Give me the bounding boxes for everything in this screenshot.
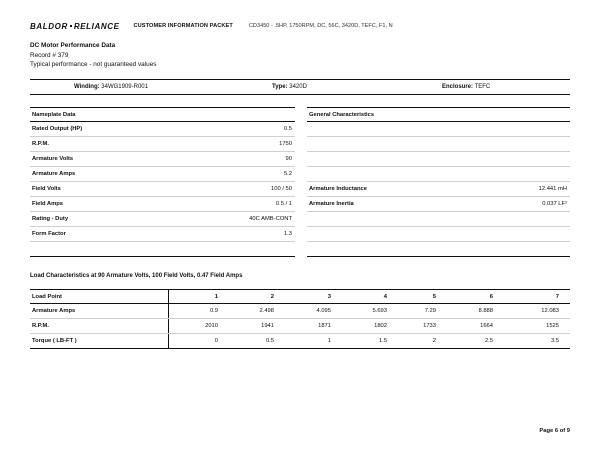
table-row — [30, 212, 295, 227]
header-cell: 5 — [432, 294, 436, 300]
load-header-row — [30, 289, 570, 304]
title-block — [30, 41, 156, 70]
general-heading-row — [307, 107, 570, 122]
table-row — [30, 304, 570, 319]
winding-field: Winding: 34WG1909-R001 — [74, 84, 148, 90]
table-row — [307, 197, 570, 212]
cell-value: 0 — [214, 338, 218, 344]
table-row — [30, 319, 570, 334]
table-row — [30, 137, 295, 152]
packet-title: CUSTOMER INFORMATION PACKET — [133, 23, 233, 29]
winding-bar — [30, 79, 570, 95]
cell-value: 1733 — [423, 323, 436, 329]
table-row — [30, 167, 295, 182]
row-label: R.P.M. — [32, 141, 49, 147]
cell-value: 7.29 — [424, 308, 436, 314]
row-label: Armature Inductance — [309, 186, 367, 192]
table-row — [30, 182, 295, 197]
table-row-empty — [307, 242, 570, 257]
cell-value: 12.083 — [541, 308, 559, 314]
table-row — [307, 137, 570, 152]
header-cell: 3 — [327, 294, 331, 300]
row-label: Armature Inertia — [309, 201, 354, 207]
row-label: Armature Amps — [32, 171, 76, 177]
cell-value: 2 — [432, 338, 436, 344]
row-label: R.P.M. — [32, 323, 49, 329]
row-label: Rated Output (HP) — [32, 126, 83, 132]
load-characteristics-table — [30, 289, 570, 349]
nameplate-table — [30, 107, 295, 257]
table-row-empty — [30, 242, 295, 257]
nameplate-heading: Nameplate Data — [32, 111, 76, 118]
row-label: Field Amps — [32, 201, 64, 207]
cell-value: 4.095 — [316, 308, 331, 314]
type-field: Type: 3420D — [272, 84, 307, 90]
table-row — [307, 122, 570, 137]
header-cell: 6 — [489, 294, 493, 300]
cell-value: 2010 — [205, 323, 218, 329]
table-row — [307, 212, 570, 227]
row-value: 40C AMB-CONT — [249, 216, 292, 222]
row-label: Torque ( LB-FT ) — [32, 338, 77, 344]
general-characteristics-table — [307, 107, 570, 257]
table-row — [307, 152, 570, 167]
row-label: Field Volts — [32, 186, 61, 192]
cell-value: 1941 — [261, 323, 274, 329]
header-cell: 1 — [214, 294, 218, 300]
product-summary: CD3450 - .5HP, 1750RPM, DC, 56C, 3420D, TEFC, F1, N — [248, 23, 393, 29]
table-row — [30, 334, 570, 349]
page-header — [30, 19, 393, 33]
row-value: 0.5 — [283, 126, 292, 132]
header-cell: 2 — [270, 294, 274, 300]
load-characteristics-title: Load Characteristics at 90 Armature Volts, 100 Field Volts, 0.47 Field Amps — [30, 273, 243, 279]
table-row — [30, 152, 295, 167]
table-row — [307, 167, 570, 182]
row-value: 1.3 — [283, 231, 292, 237]
row-value: 12.441 mH — [538, 186, 567, 192]
general-heading: General Characteristics — [309, 111, 375, 118]
cell-value: 5.693 — [372, 308, 387, 314]
nameplate-heading-row — [30, 107, 295, 122]
row-value: 5.2 — [283, 171, 292, 177]
cell-value: 1525 — [546, 323, 559, 329]
row-label: Armature Amps — [32, 308, 76, 314]
disclaimer-note: Typical performance - not guaranteed values — [30, 61, 157, 68]
record-number: Record # 379 — [30, 51, 69, 59]
table-row — [30, 197, 295, 212]
cell-value: 2.498 — [259, 308, 274, 314]
row-value: 1750 — [279, 141, 292, 147]
cell-value: 1664 — [480, 323, 493, 329]
cell-value: 1.5 — [378, 338, 387, 344]
cell-value: 1 — [327, 338, 331, 344]
row-value: 0.037 LF² — [542, 201, 567, 207]
row-value: 90 — [285, 156, 292, 162]
table-row — [307, 227, 570, 242]
row-value: 100 / 50 — [271, 186, 292, 192]
cell-value: 8.888 — [478, 308, 493, 314]
cell-value: 2.5 — [484, 338, 493, 344]
enclosure-field: Enclosure: TEFC — [442, 84, 491, 90]
cell-value: 0.9 — [209, 308, 218, 314]
header-cell: 7 — [555, 294, 559, 300]
row-label: Armature Volts — [32, 156, 74, 162]
table-row — [30, 122, 295, 137]
cell-value: 1871 — [318, 323, 331, 329]
row-value: 0.5 / 1 — [275, 201, 292, 207]
document-title: DC Motor Performance Data — [30, 42, 116, 49]
row-label: Rating - Duty — [32, 216, 69, 222]
page-number: Page 6 of 9 — [539, 428, 570, 434]
header-cell: Load Point — [32, 294, 62, 300]
table-row — [30, 227, 295, 242]
cell-value: 3.5 — [550, 338, 559, 344]
cell-value: 0.5 — [265, 338, 274, 344]
row-label: Form Factor — [32, 231, 66, 237]
header-cell: 4 — [383, 294, 387, 300]
table-row — [307, 182, 570, 197]
cell-value: 1802 — [374, 323, 387, 329]
brand-logo: BALDOR RELIANCE — [30, 21, 120, 31]
